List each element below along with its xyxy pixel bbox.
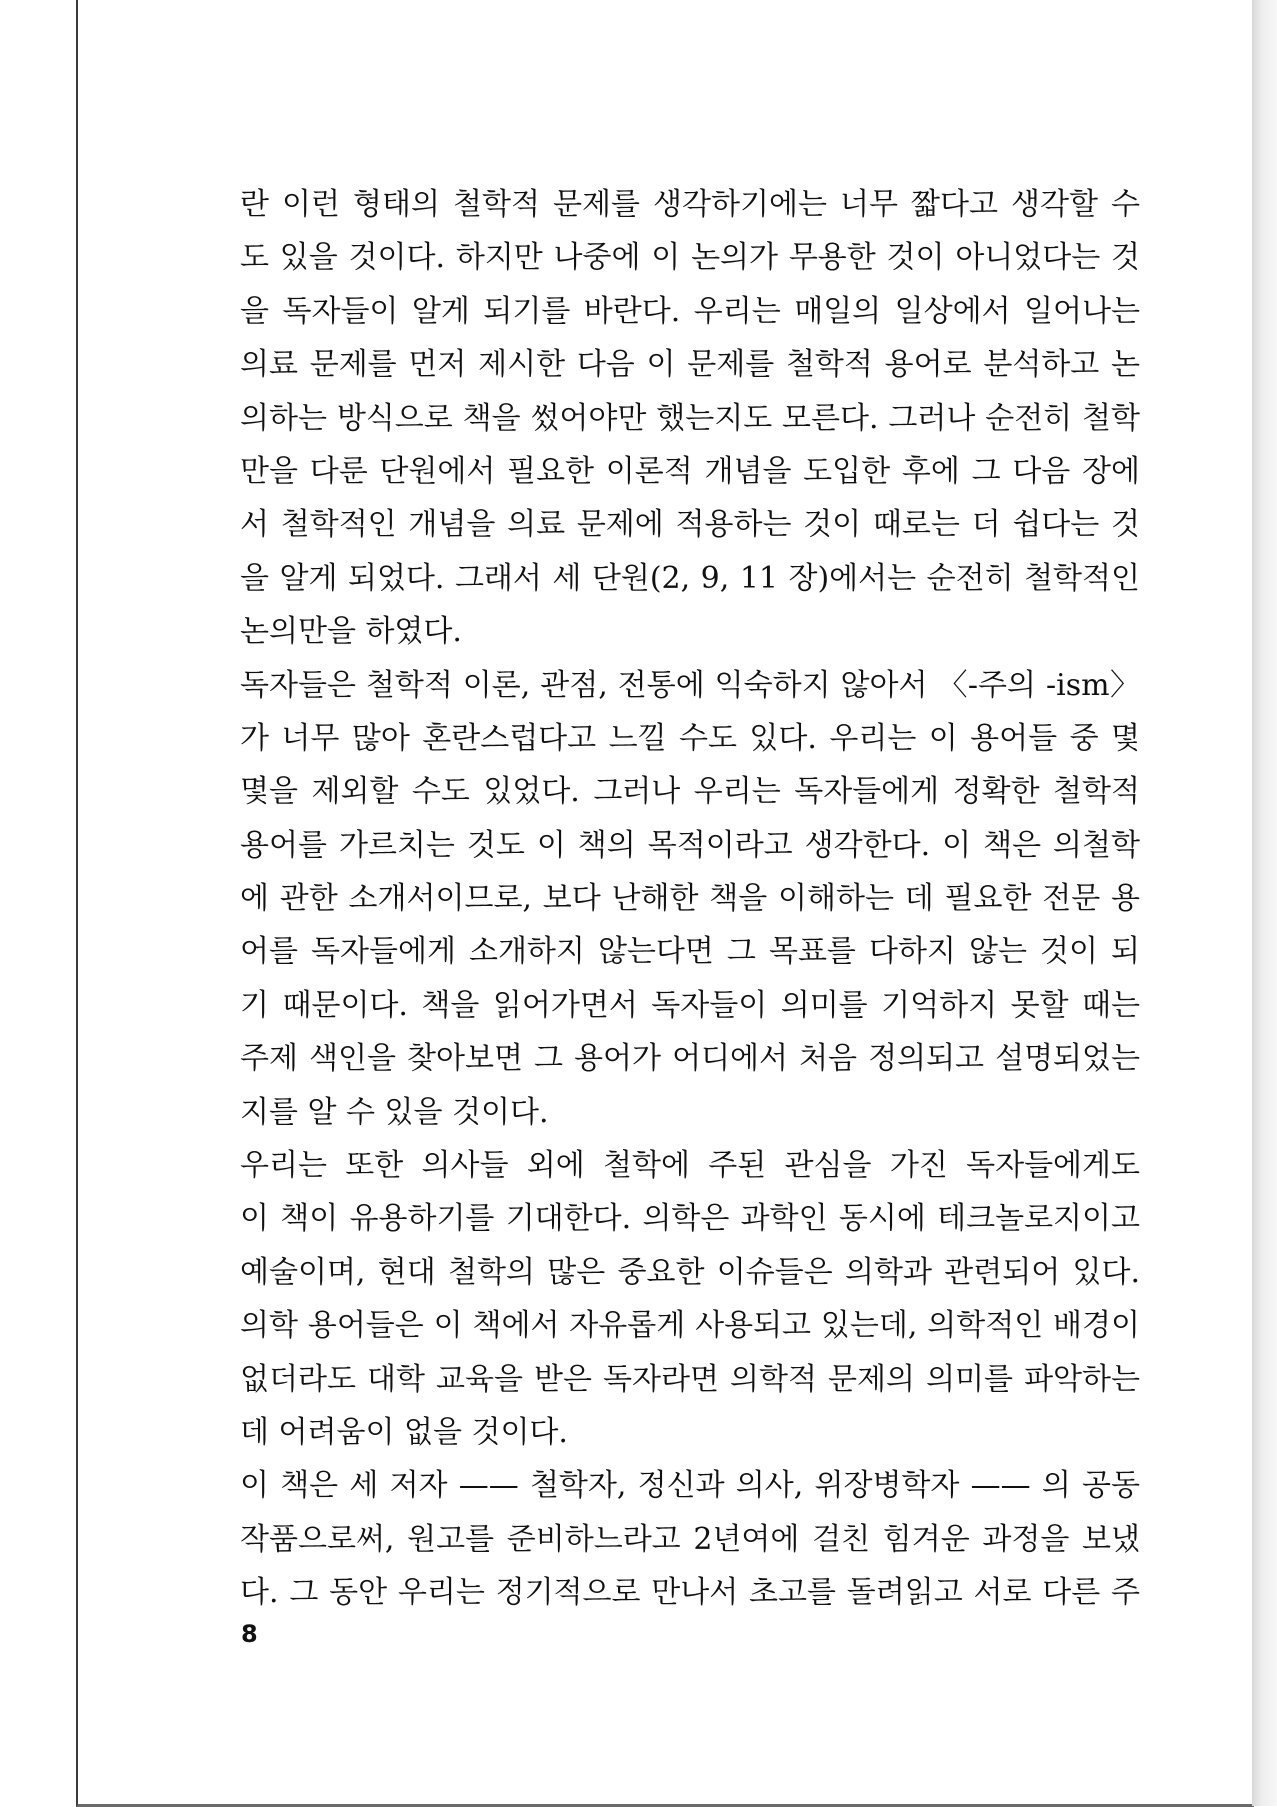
text-line: 을 알게 되었다. 그래서 세 단원(2, 9, 11 장)에서는 순전히 철학적인 [240, 560, 1140, 596]
text-line: 몇을 제외할 수도 있었다. 그러나 우리는 독자들에게 정확한 철학적 [240, 774, 1140, 810]
text-line: 에 관한 소개서이므로, 보다 난해한 책을 이해하는 데 필요한 전문 용 [240, 881, 1140, 917]
text-line: 용어를 가르치는 것도 이 책의 목적이라고 생각한다. 이 책은 의철학 [240, 827, 1140, 863]
text-line: 독자들은 철학적 이론, 관점, 전통에 익숙하지 않아서 〈-주의 -ism〉 [240, 667, 1140, 703]
body-text [240, 178, 1140, 1620]
text-line: 다. 그 동안 우리는 정기적으로 만나서 초고를 돌려읽고 서로 다른 주 [240, 1575, 1140, 1611]
text-line: 을 독자들이 알게 되기를 바란다. 우리는 매일의 일상에서 일어나는 [240, 293, 1140, 329]
text-line: 논의만을 하였다. [240, 614, 462, 650]
text-line: 작품으로써, 원고를 준비하느라고 2년여에 걸친 힘겨운 과정을 보냈 [240, 1521, 1140, 1557]
text-line: 가 너무 많아 혼란스럽다고 느낄 수도 있다. 우리는 이 용어들 중 몇 [240, 720, 1140, 756]
text-line: 기 때문이다. 책을 읽어가면서 독자들이 의미를 기억하지 못할 때는 [240, 987, 1140, 1023]
text-line: 없더라도 대학 교육을 받은 독자라면 의학적 문제의 의미를 파악하는 [240, 1361, 1140, 1397]
page-number: 8 [241, 1620, 258, 1648]
text-line: 의학 용어들은 이 책에서 자유롭게 사용되고 있는데, 의학적인 배경이 [240, 1308, 1140, 1344]
text-line: 만을 다룬 단원에서 필요한 이론적 개념을 도입한 후에 그 다음 장에 [240, 453, 1140, 489]
text-line: 지를 알 수 있을 것이다. [240, 1094, 549, 1130]
page-edge-shadow [1252, 0, 1277, 1806]
text-line: 의료 문제를 먼저 제시한 다음 이 문제를 철학적 용어로 분석하고 논 [240, 347, 1140, 383]
text-line: 란 이런 형태의 철학적 문제를 생각하기에는 너무 짧다고 생각할 수 [240, 187, 1140, 222]
text-line: 이 책은 세 저자 —— 철학자, 정신과 의사, 위장병학자 —— 의 공동 [240, 1468, 1140, 1504]
text-line: 서 철학적인 개념을 의료 문제에 적용하는 것이 때로는 더 쉽다는 것 [240, 507, 1140, 543]
text-line: 어를 독자들에게 소개하지 않는다면 그 목표를 다하지 않는 것이 되 [240, 934, 1140, 970]
text-line: 이 책이 유용하기를 기대한다. 의학은 과학인 동시에 테크놀로지이고 [240, 1201, 1140, 1237]
text-line: 의하는 방식으로 책을 썼어야만 했는지도 모른다. 그러나 순전히 철학 [240, 400, 1140, 436]
text-line: 도 있을 것이다. 하지만 나중에 이 논의가 무용한 것이 아니었다는 것 [240, 240, 1140, 276]
text-line: 예술이며, 현대 철학의 많은 중요한 이슈들은 의학과 관련되어 있다. [240, 1254, 1140, 1290]
text-line: 주제 색인을 찾아보면 그 용어가 어디에서 처음 정의되고 설명되었는 [240, 1041, 1140, 1077]
text-line: 우리는 또한 의사들 외에 철학에 주된 관심을 가진 독자들에게도 [240, 1148, 1140, 1184]
text-line: 데 어려움이 없을 것이다. [240, 1414, 568, 1450]
